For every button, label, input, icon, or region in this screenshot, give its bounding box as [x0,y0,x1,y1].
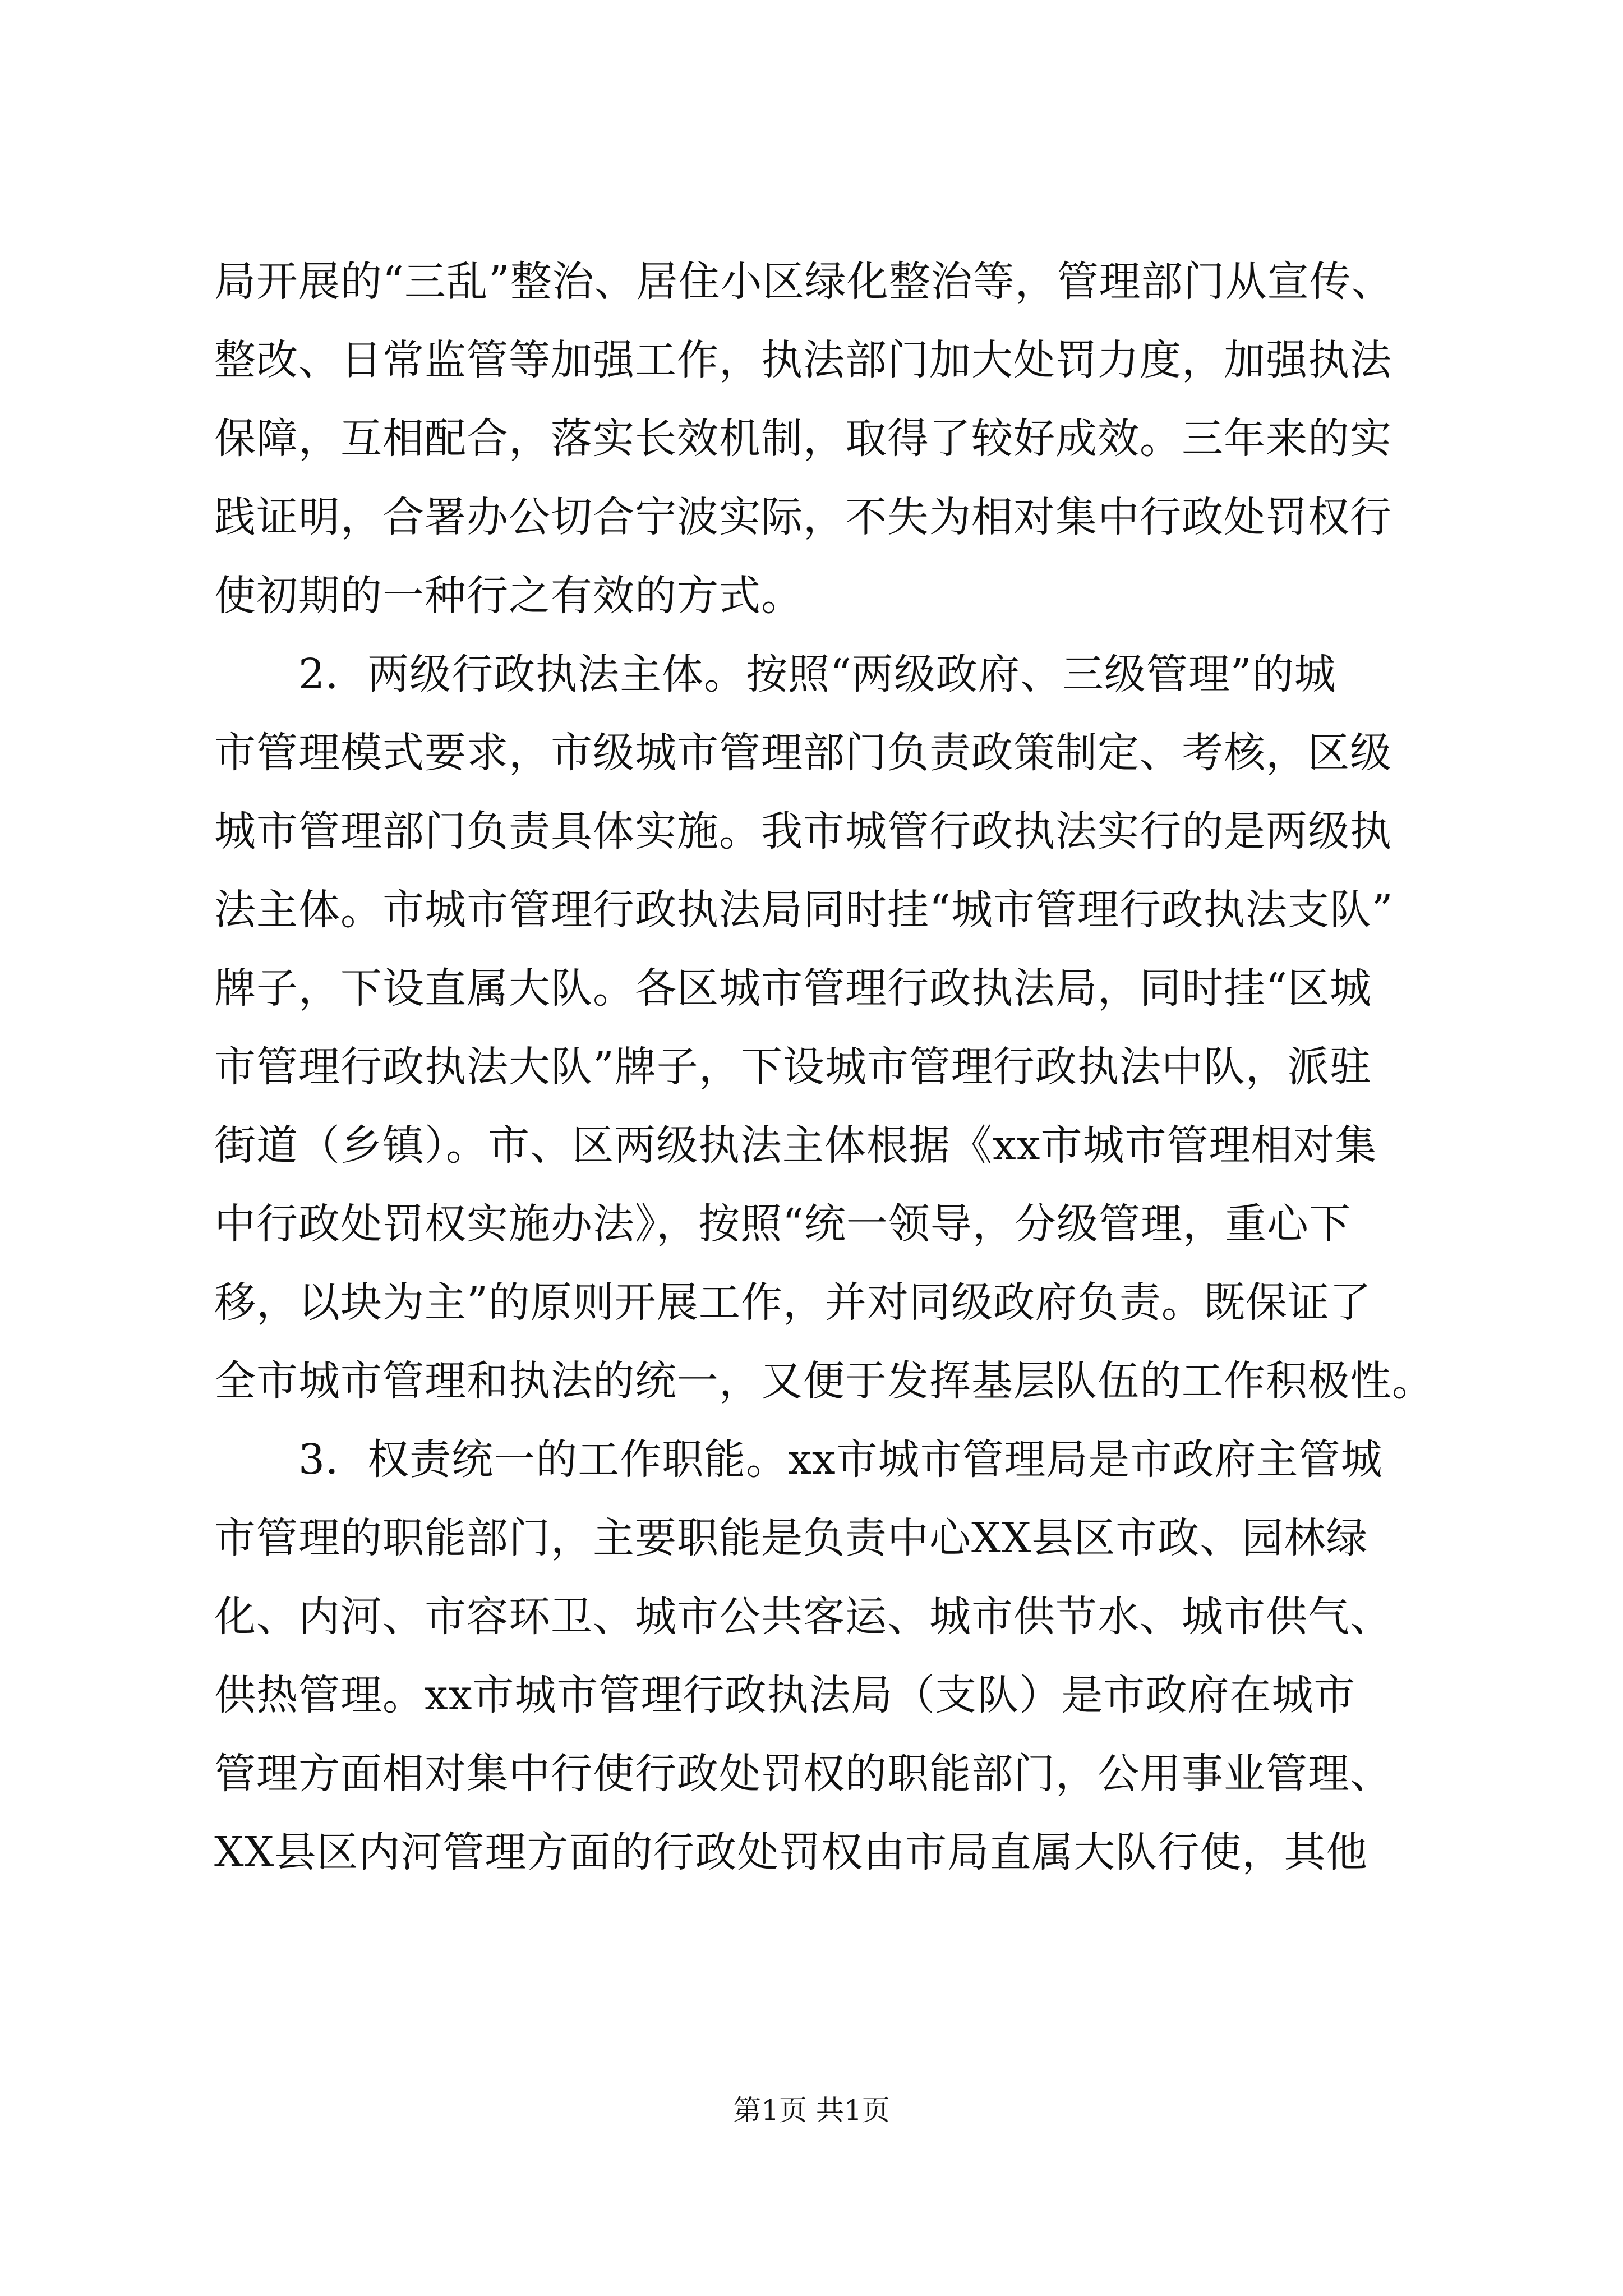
text-line: 化、内河、市容环卫、城市公共客运、城市供节水、城市供气、 [214,1593,1392,1641]
paragraph-3-start: 3．权责统一的工作职能。xx市城市管理局是市政府主管城 [214,1435,1383,1484]
text-line: 牌子，下设直属大队。各区城市管理行政执法局，同时挂“区城 [214,964,1372,1013]
text-line: 中行政处罚权实施办法》，按照“统一领导，分级管理，重心下 [214,1200,1351,1248]
text-line: 整改、日常监管等加强工作，执法部门加大处罚力度，加强执法 [214,336,1392,384]
text-line: 街道（乡镇）。市、区两级执法主体根据《xx市城市管理相对集 [214,1121,1377,1170]
text-line: 城市管理部门负责具体实施。我市城管行政执法实行的是两级执 [214,807,1392,855]
text-line: 管理方面相对集中行使行政处罚权的职能部门，公用事业管理、 [214,1750,1392,1798]
text-line: 全市城市管理和执法的统一，又便于发挥基层队伍的工作积极性。 [214,1357,1434,1405]
paragraph-2-start: 2．两级行政执法主体。按照“两级政府、三级管理”的城 [214,650,1336,698]
text-line: 法主体。市城市管理行政执法局同时挂“城市管理行政执法支队” [214,886,1394,934]
text-line: 保障，互相配合，落实长效机制，取得了较好成效。三年来的实 [214,415,1392,463]
text-line: 市管理的职能部门，主要职能是负责中心XX县区市政、园林绿 [214,1514,1368,1562]
text-line: 践证明，合署办公切合宁波实际，不失为相对集中行政处罚权行 [214,493,1392,541]
text-line: XX县区内河管理方面的行政处罚权由市局直属大队行使，其他 [214,1828,1368,1876]
text-line: 市管理模式要求，市级城市管理部门负责政策制定、考核，区级 [214,729,1392,777]
text-line: 局开展的“三乱”整治、居住小区绿化整治等，管理部门从宣传、 [214,257,1394,306]
text-line: 移，以块为主”的原则开展工作，并对同级政府负责。既保证了 [214,1278,1372,1327]
page-footer: 第1页 共1页 [733,2094,890,2127]
text-line: 市管理行政执法大队”牌子，下设城市管理行政执法中队，派驻 [214,1043,1372,1091]
text-line: 供热管理。xx市城市管理行政执法局（支队）是市政府在城市 [214,1671,1356,1719]
text-line: 使初期的一种行之有效的方式。 [214,572,803,620]
